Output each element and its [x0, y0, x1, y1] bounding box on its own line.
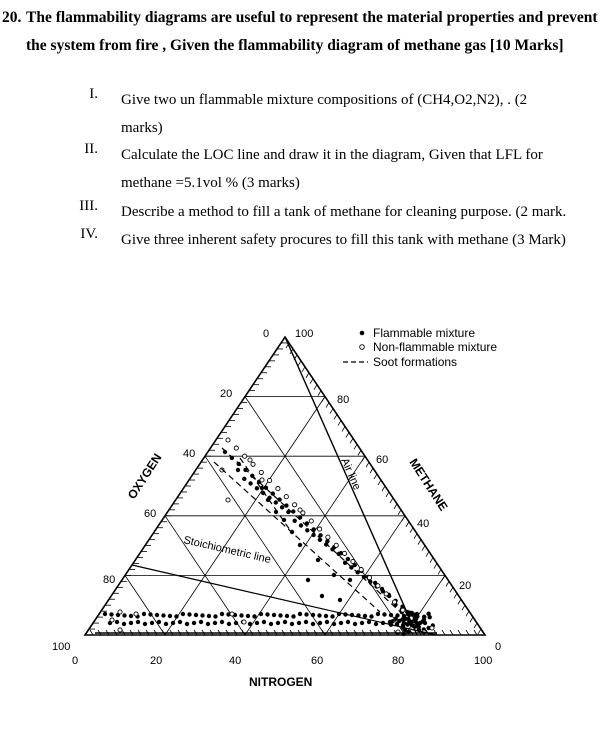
sub-question-numeral: IV.	[80, 226, 98, 242]
flammable-point	[369, 614, 373, 618]
flammable-point	[311, 613, 315, 617]
flammable-point	[325, 620, 329, 624]
question-text: The flammability diagrams are useful to represent the material properties and prevent the system from fire , Given the flammability diagram of methane gas [10 Marks]	[26, 9, 598, 54]
flammable-point	[305, 528, 309, 532]
flammable-point	[192, 621, 196, 625]
oxygen-axis-title: OXYGEN	[124, 450, 165, 502]
flammable-point	[415, 614, 419, 618]
legend-flammable-marker	[360, 331, 365, 336]
flammable-point	[346, 557, 350, 561]
flammable-point	[248, 481, 252, 485]
nitrogen-axis-title: NITROGEN	[249, 675, 313, 689]
flammable-point	[136, 620, 140, 624]
flammable-point	[252, 614, 256, 618]
flammable-point	[311, 622, 315, 626]
flammable-point	[402, 621, 406, 625]
flammable-point	[142, 612, 146, 616]
non-flammable-point	[376, 584, 380, 588]
flammable-point	[278, 613, 282, 617]
legend-flammable-label: Flammable mixture	[373, 326, 476, 340]
sub-question-body	[121, 198, 611, 226]
non-flammable-point	[284, 495, 288, 499]
non-flammable-point	[268, 478, 272, 482]
flammable-point	[206, 622, 210, 626]
legend-soot-label: Soot formations	[373, 355, 458, 369]
flammable-point	[277, 497, 281, 501]
flammable-point	[199, 620, 203, 624]
non-flammable-point	[276, 487, 280, 491]
air-line-label: Air line	[338, 456, 363, 492]
flammable-point	[304, 620, 308, 624]
flammable-point	[262, 620, 266, 624]
flammable-point	[306, 578, 310, 582]
nitrogen-tick-label: 20	[150, 655, 163, 667]
legend	[343, 326, 497, 369]
flammable-point	[299, 523, 303, 527]
apex-right-zero: 0	[495, 641, 502, 653]
oxygen-tick-label: 60	[144, 508, 157, 520]
sub-question-numeral: I.	[89, 86, 98, 102]
flammable-point	[332, 622, 336, 626]
non-flammable-point	[293, 503, 297, 507]
non-flammable-point	[430, 626, 434, 630]
methane-tick-label: 20	[459, 580, 472, 592]
flammable-point	[259, 612, 263, 616]
flammable-point	[368, 580, 372, 584]
methane-tick-label: 80	[337, 394, 350, 406]
flammable-point	[150, 621, 154, 625]
non-flammable-point	[230, 612, 234, 616]
flammable-point	[330, 614, 334, 618]
sub-question-line-2: marks)	[121, 120, 163, 136]
sub-question-line-1: Give two un flammable mixture compositions of (CH4,O2,N2), . (2	[121, 92, 528, 108]
flammable-point	[360, 621, 364, 625]
flammable-point	[265, 612, 269, 616]
flammable-point	[338, 598, 342, 602]
non-flammable-point	[326, 535, 330, 539]
flammable-point	[320, 594, 324, 598]
flammable-point	[164, 622, 168, 626]
flammable-point	[339, 621, 343, 625]
sub-question-line-1: Describe a method to fill a tank of methane for cleaning purpose. (2 mark.	[121, 204, 567, 220]
non-flammable-point	[234, 446, 238, 450]
flammable-point	[181, 612, 185, 616]
nitrogen-tick-label: 60	[311, 655, 324, 667]
non-flammable-point	[118, 610, 122, 614]
flammable-point	[242, 477, 246, 481]
non-flammable-point	[384, 592, 388, 596]
flammable-point	[129, 621, 133, 625]
flammable-point	[382, 612, 386, 616]
apex-top-hundred: 100	[295, 328, 314, 340]
flammable-point	[280, 505, 284, 509]
non-flammable-point	[401, 608, 405, 612]
grid-line	[245, 456, 365, 635]
non-flammable-point	[367, 576, 371, 580]
non-flammable-point	[351, 559, 355, 563]
flammable-point	[187, 612, 191, 616]
flammable-point	[318, 621, 322, 625]
flammable-point	[428, 615, 432, 619]
legend-non-flammable-marker	[360, 345, 365, 350]
sub-question-line-1: Calculate the LOC line and draw it in the diagram, Given that LFL for	[121, 147, 543, 163]
flammable-point	[394, 617, 398, 621]
nitrogen-tick-label: 40	[229, 655, 242, 667]
flammable-point	[174, 614, 178, 618]
flammable-point	[213, 621, 217, 625]
non-flammable-point	[226, 498, 230, 502]
non-flammable-point	[251, 462, 255, 466]
sub-question-line-2: methane =5.1vol % (3 marks)	[121, 175, 300, 191]
flammable-point	[316, 558, 320, 562]
non-flammable-point	[243, 454, 247, 458]
flammable-point	[363, 614, 367, 618]
flammable-point	[155, 613, 159, 617]
flammable-point	[283, 620, 287, 624]
flammable-point	[304, 612, 308, 616]
non-flammable-point	[309, 519, 313, 523]
flammable-point	[343, 561, 347, 565]
non-flammable-point	[359, 568, 363, 572]
non-flammable-point	[298, 508, 302, 512]
flammable-point	[271, 491, 275, 495]
flammable-point	[115, 620, 119, 624]
stoich-line-label: Stoichiometric line	[182, 534, 273, 567]
flammable-point	[178, 620, 182, 624]
flammable-point	[236, 468, 240, 472]
flammable-point	[311, 533, 315, 537]
flammable-point	[348, 578, 352, 582]
flammable-point	[415, 622, 419, 626]
flammable-point	[227, 622, 231, 626]
non-flammable-point	[248, 458, 252, 462]
flammable-point	[272, 613, 276, 617]
non-flammable-point	[260, 478, 264, 482]
flammable-point	[129, 614, 133, 618]
legend-non-flammable-label: Non-flammable mixture	[373, 340, 498, 354]
apex-left-hundred: 100	[52, 641, 71, 653]
methane-tick-label: 40	[417, 518, 430, 530]
flammable-point	[234, 621, 238, 625]
flammable-point	[248, 622, 252, 626]
flammable-point	[291, 614, 295, 618]
sub-question-body	[121, 141, 611, 197]
nitrogen-tick-label: 100	[474, 655, 493, 667]
flammable-point	[103, 612, 107, 616]
nitrogen-tick-label: 0	[72, 655, 79, 667]
non-flammable-point	[392, 600, 396, 604]
sub-question-line-1: Give three inherent safety procures to fill this tank with methane (3 Mark)	[121, 232, 566, 248]
flammable-point	[276, 621, 280, 625]
flammable-point	[297, 621, 301, 625]
flammable-point	[293, 519, 297, 523]
flammable-point	[290, 622, 294, 626]
apex-top-zero: 0	[263, 328, 270, 340]
flammable-point	[317, 613, 321, 617]
tick-marks	[89, 343, 481, 635]
flammable-point	[220, 612, 224, 616]
flammable-point	[389, 613, 393, 617]
non-flammable-point	[226, 438, 230, 442]
flammable-point	[353, 622, 357, 626]
sub-question-numeral: II.	[84, 141, 98, 157]
flammable-point	[171, 621, 175, 625]
flammable-point	[122, 613, 126, 617]
flammable-point	[207, 614, 211, 618]
oxygen-tick-label: 20	[220, 388, 233, 400]
flammable-point	[298, 543, 302, 547]
question-number: 20.	[2, 9, 22, 26]
flammable-point	[122, 622, 126, 626]
non-flammable-point	[259, 470, 263, 474]
flammable-point	[220, 620, 224, 624]
flammable-point	[376, 612, 380, 616]
flammable-point	[274, 500, 278, 504]
nitrogen-tick-label: 80	[392, 655, 405, 667]
non-flammable-point	[134, 612, 138, 616]
non-flammable-point	[334, 543, 338, 547]
flammable-point	[168, 614, 172, 618]
flammable-point	[143, 622, 147, 626]
sub-question-body	[121, 86, 611, 142]
non-flammable-point	[118, 628, 122, 632]
flammable-point	[255, 486, 259, 490]
oxygen-tick-label: 40	[183, 448, 196, 460]
flammable-point	[213, 614, 217, 618]
methane-tick-label: 60	[376, 454, 389, 466]
non-flammable-point	[318, 527, 322, 531]
flammable-point	[346, 620, 350, 624]
flammable-point	[157, 620, 161, 624]
flammable-point	[374, 622, 378, 626]
flammable-point	[185, 622, 189, 626]
sub-question-body	[121, 226, 611, 254]
non-flammable-point	[242, 620, 246, 624]
flammability-diagram	[0, 300, 616, 733]
non-flammable-point	[343, 551, 347, 555]
flammable-point	[255, 621, 259, 625]
non-flammable-point	[110, 618, 114, 622]
flammable-point	[285, 614, 289, 618]
sub-question-numeral: III.	[79, 198, 98, 214]
flammable-point	[332, 573, 336, 577]
flammable-point	[200, 613, 204, 617]
flammable-points	[103, 450, 435, 636]
methane-axis-title: METHANE	[406, 456, 451, 514]
flammable-point	[194, 613, 198, 617]
flammable-point	[148, 612, 152, 616]
oxygen-tick-label: 80	[103, 574, 116, 586]
flammable-point	[109, 612, 113, 616]
flammable-point	[269, 622, 273, 626]
flammable-point	[239, 613, 243, 617]
flammable-point	[161, 613, 165, 617]
flammable-point	[246, 614, 250, 618]
flammable-point	[324, 614, 328, 618]
flammable-point	[298, 612, 302, 616]
